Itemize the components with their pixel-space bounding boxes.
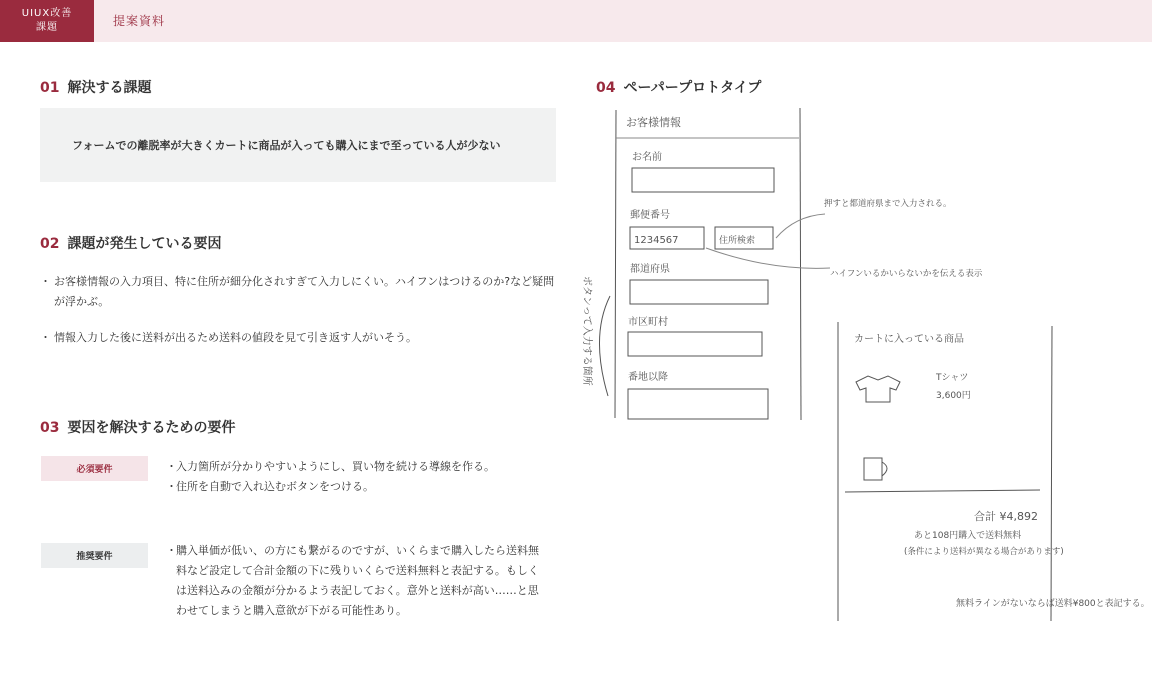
section2-title: 課題が発生している要因: [67, 236, 222, 252]
sketch-connector-mid: [706, 248, 830, 268]
sketch-zip-value: 1234567: [634, 235, 679, 246]
sketch-cart-right: [1051, 326, 1052, 621]
recommended-requirement-list: [166, 541, 542, 621]
header-bar: [0, 0, 1152, 42]
section3-heading: [40, 417, 235, 437]
section2-heading: [40, 233, 221, 253]
badge-line1: UIUX改善: [21, 8, 73, 19]
requirement-text: 入力箇所が分かりやすいようにし、買い物を続ける導線を作る。: [176, 460, 495, 473]
sketch-frame-right: [800, 108, 801, 420]
section4-number: 04: [596, 80, 616, 96]
section4-heading: [596, 77, 761, 97]
sketch-cart-title: カートに入っている商品: [854, 334, 964, 345]
section2-number: 02: [40, 236, 60, 252]
requirement-text: 住所を自動で入れ込むボタンをつける。: [176, 480, 374, 493]
cause-text: お客様情報の入力項目、特に住所が細分化されすぎて入力しにくい。ハイフンはつけるのか?など疑問が浮かぶ。: [54, 275, 555, 308]
category-badge: [0, 0, 94, 42]
sketch-region-note: (条件により送料が異なる場合があります): [904, 547, 1064, 557]
sketch-mug-icon: [864, 458, 882, 480]
sketch-side-note: ボタンって入力する箇所: [581, 276, 592, 386]
cause-list: [40, 272, 560, 364]
section3-number: 03: [40, 420, 60, 436]
sketch-cart-divider: [845, 490, 1040, 492]
sketch-search-label: 住所検索: [719, 236, 756, 246]
section1-heading: [40, 77, 151, 97]
sketch-city-input: [628, 332, 762, 356]
document-title: 提案資料: [113, 14, 166, 28]
recommended-requirement-tag: 推奨要件: [41, 543, 148, 568]
sketch-item1-price: 3,600円: [936, 391, 971, 401]
section3-title: 要因を解決するための要件: [67, 420, 236, 436]
sketch-note-top: 押すと都道府県まで入力される。: [824, 199, 952, 209]
sketch-total: 合計 ¥4,892: [974, 510, 1038, 523]
requirement-item: [166, 477, 546, 497]
sketch-tshirt-icon: [856, 376, 900, 402]
bullet: ・: [40, 331, 51, 344]
section1-number: 01: [40, 80, 60, 96]
bullet: ・: [166, 460, 177, 473]
section4-title: ペーパープロトタイプ: [623, 80, 762, 96]
bullet: ・: [166, 480, 177, 493]
cause-item: [40, 328, 560, 348]
sketch-note-mid: ハイフンいるかいらないかを伝える表示: [830, 269, 983, 279]
section1-title: 解決する課題: [67, 80, 152, 96]
requirement-text: 購入単価が低い、の方にも繋がるのですが、いくらまで購入したら送料無料など設定して合計金額の下に残りいくらで送料無料と表記する。もしくは送料込みの金額が分かるよう表記しておく。意外と送料が高い……と思わせてしまうと購入意欲が下がる可能性あり。: [176, 544, 539, 617]
requirement-item: [166, 457, 546, 477]
sketch-item1-name: Tシャツ: [936, 373, 969, 383]
bullet: ・: [40, 275, 51, 288]
sketch-form-title: お客様情報: [626, 116, 681, 129]
sketch-city-label: 市区町村: [628, 317, 668, 328]
sketch-pref-label: 都道府県: [630, 264, 670, 275]
sketch-pref-input: [630, 280, 768, 304]
sketch-mug-handle: [882, 462, 887, 476]
sketch-street-input: [628, 389, 768, 419]
sketch-shipping-note: 無料ラインがないならば送料¥800と表記する。: [956, 599, 1150, 609]
must-requirement-list: [166, 457, 546, 497]
problem-statement: フォームでの離脱率が大きくカートに商品が入っても購入にまで至っている人が少ない: [40, 108, 556, 182]
cause-text: 情報入力した後に送料が出るため送料の値段を見て引き返す人がいそう。: [54, 331, 417, 344]
cause-item: [40, 272, 560, 312]
sketch-name-label: お名前: [632, 152, 662, 163]
paper-prototype-sketch: [570, 96, 1150, 676]
must-requirement-tag: 必須要件: [41, 456, 148, 481]
sketch-frame-left: [615, 110, 616, 418]
sketch-free-shipping-note: あと108円購入で送料無料: [914, 531, 1022, 541]
sketch-zip-label: 郵便番号: [630, 210, 670, 221]
sketch-name-input: [632, 168, 774, 192]
badge-line2: 課題: [36, 22, 58, 33]
bullet: ・: [166, 544, 177, 557]
sketch-street-label: 番地以降: [628, 372, 668, 383]
requirement-item: [166, 541, 542, 621]
sketch-bracket: [599, 296, 610, 396]
